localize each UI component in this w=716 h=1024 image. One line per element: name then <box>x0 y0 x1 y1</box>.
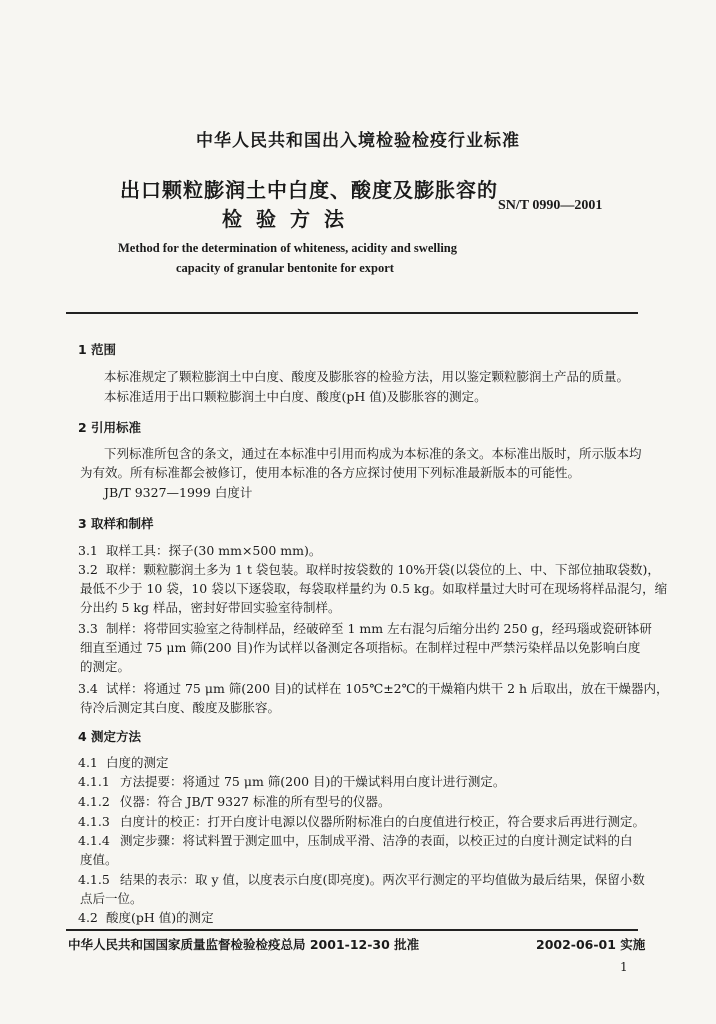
english-title-line1: Method for the determination of whiteness, acidity and swelling <box>118 241 457 255</box>
approval-date: 中华人民共和国国家质量监督检验检疫总局 2001-12-30 批准 <box>68 937 420 952</box>
clause-4-1-text: 白度的测定 <box>106 755 169 770</box>
clause-4-1-3-number: 4.1.3 <box>78 814 110 829</box>
clause-4-1-2-text: 仪器：符合 JB/T 9327 标准的所有型号的仪器。 <box>120 794 391 809</box>
effective-date: 2002-06-01 实施 <box>536 937 646 952</box>
clause-3-3-line1: 制样：将带回实验室之待制样品，经破碎至 1 mm 左右混匀后缩分出约 250 g，经玛瑙或瓷研钵研 <box>106 621 652 636</box>
clause-4-1-4-number: 4.1.4 <box>78 833 110 848</box>
section-3-heading: 3 取样和制样 <box>78 516 154 531</box>
clause-3-3-line3: 的测定。 <box>80 659 131 674</box>
clause-4-1-1-number: 4.1.1 <box>78 774 110 789</box>
clause-3-4-number: 3.4 <box>78 681 98 696</box>
section-4-heading: 4 测定方法 <box>78 729 142 744</box>
clause-4-1-5-line2: 点后一位。 <box>80 891 143 906</box>
clause-4-2-text: 酸度(pH 值)的测定 <box>106 910 214 925</box>
clause-4-1-3-text: 白度计的校正：打开白度计电源以仪器所附标准白的白度值进行校正，符合要求后再进行测定。 <box>120 814 646 829</box>
section-2-para-line1: 下列标准所包含的条文，通过在本标准中引用而构成为本标准的条文。本标准出版时，所示版本均 <box>104 446 642 461</box>
clause-4-1-4-line1: 测定步骤：将试料置于测定皿中，压制成平滑、洁净的表面，以校正过的白度计测定试料的白 <box>120 833 633 848</box>
section-1-para-1: 本标准规定了颗粒膨润土中白度、酸度及膨胀容的检验方法，用以鉴定颗粒膨润土产品的质量。 <box>104 369 630 384</box>
english-title-line2: capacity of granular bentonite for export <box>176 261 394 275</box>
footer-divider <box>66 929 638 931</box>
document-title-line2: 检验方法 <box>222 207 358 231</box>
section-1-para-2: 本标准适用于出口颗粒膨润土中白度、酸度(pH 值)及膨胀容的测定。 <box>104 389 487 404</box>
clause-4-2-number: 4.2 <box>78 910 98 925</box>
clause-4-1-5-number: 4.1.5 <box>78 872 110 887</box>
clause-3-2-line1: 取样：颗粒膨润土多为 1 t 袋包装。取样时按袋数的 10%开袋(以袋位的上、中、下部位抽取袋数)， <box>106 562 660 577</box>
section-1-heading: 1 范围 <box>78 342 117 357</box>
clause-3-2-line2: 最低不少于 10 袋，10 袋以下逐袋取，每袋取样量约为 0.5 kg。如取样量过大时可在现场将样品混匀，缩 <box>80 581 668 596</box>
clause-4-1-4-line2: 度值。 <box>80 852 118 867</box>
clause-3-1-text: 取样工具：探子(30 mm×500 mm)。 <box>106 543 322 558</box>
clause-3-3-number: 3.3 <box>78 621 98 636</box>
clause-4-1-2-number: 4.1.2 <box>78 794 110 809</box>
clause-3-2-line3: 分出约 5 kg 样品，密封好带回实验室待制样。 <box>80 600 341 615</box>
clause-3-1-number: 3.1 <box>78 543 98 558</box>
clause-3-3-line2: 细直至通过 75 μm 筛(200 目)作为试样以备测定各项指标。在制样过程中严禁污染样品以免影响白度 <box>80 640 641 655</box>
document-title-line1: 出口颗粒膨润土中白度、酸度及膨胀容的 <box>120 178 498 202</box>
clause-3-4-line1: 试样：将通过 75 μm 筛(200 目)的试样在 105℃±2℃的干燥箱内烘干 2 h 后取出，放在干燥器内， <box>106 681 669 696</box>
section-2-para-line2: 为有效。所有标准都会被修订，使用本标准的各方应探讨使用下列标准最新版本的可能性。 <box>80 465 581 480</box>
standard-code: SN/T 0990—2001 <box>498 198 603 213</box>
section-2-heading: 2 引用标准 <box>78 420 142 435</box>
clause-3-2-number: 3.2 <box>78 562 98 577</box>
clause-4-1-number: 4.1 <box>78 755 98 770</box>
clause-4-1-1-text: 方法提要：将通过 75 μm 筛(200 目)的干燥试料用白度计进行测定。 <box>120 774 506 789</box>
section-2-reference: JB/T 9327—1999 白度计 <box>104 485 253 500</box>
page-number: 1 <box>620 960 628 974</box>
header-divider <box>66 312 638 314</box>
clause-4-1-5-line1: 结果的表示：取 y 值，以度表示白度(即亮度)。两次平行测定的平均值做为最后结果，保留小数 <box>120 872 645 887</box>
clause-3-4-line2: 待冷后测定其白度、酸度及膨胀容。 <box>80 700 281 715</box>
standard-series-header: 中华人民共和国出入境检验检疫行业标准 <box>196 131 520 151</box>
